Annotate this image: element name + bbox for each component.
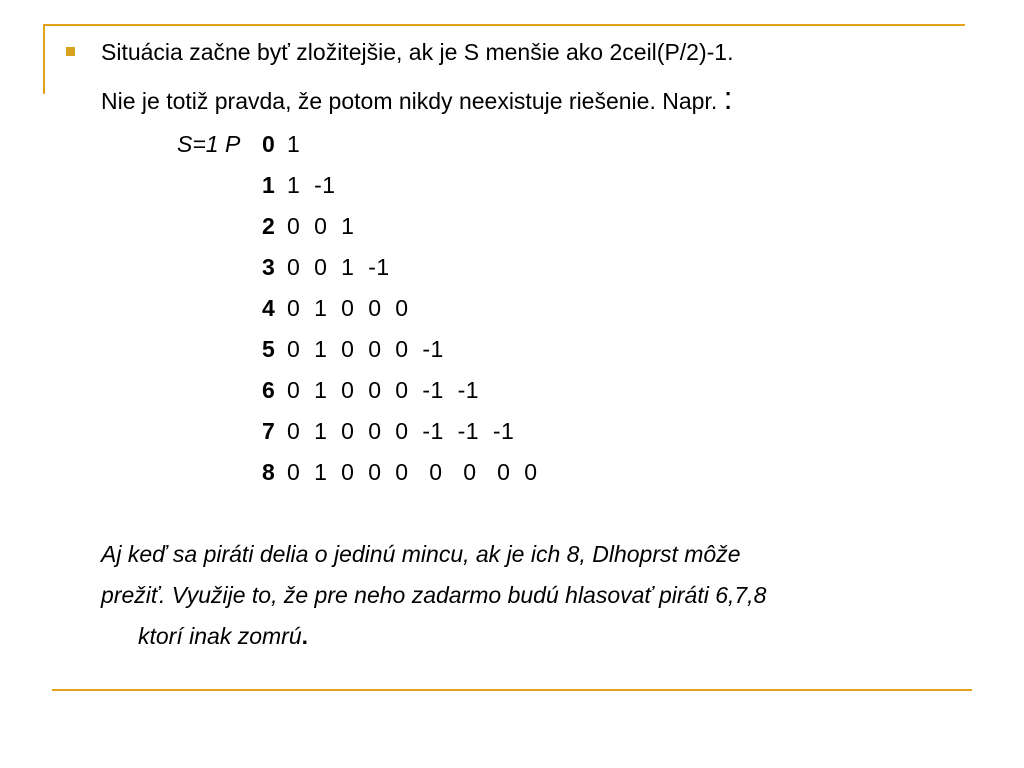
row-values: 1 -1 [287,172,336,198]
row-values: 0 0 1 -1 [287,254,390,280]
note-line-3-text: ktorí inak zomrú [138,623,302,649]
row-number: 3 [262,254,275,280]
bullet-square-icon [66,47,75,56]
row-values: 0 1 0 0 0 [287,295,409,321]
note-line-2: prežiť. Využije to, že pre neho zadarmo budú hlasovať piráti 6,7,8 [101,582,767,608]
row-number: 5 [262,336,275,362]
table-row [262,334,444,364]
sp-label: S=1 P [177,131,241,157]
frame-left-rule [43,24,45,94]
frame-bottom-rule [52,689,972,691]
line-2-colon: : [723,80,733,116]
table-row [262,211,354,241]
row-number: 6 [262,377,275,403]
note-line-3-period: . [301,623,308,649]
row-values: 0 1 0 0 0 -1 -1 [287,377,480,403]
row-values: 0 0 1 [287,213,355,239]
table-row [262,170,336,200]
bullet-text-line-2 [101,80,733,116]
note-line-3 [138,621,308,651]
table-row [262,375,479,405]
note-line-1: Aj keď sa piráti delia o jedinú mincu, ak je ich 8, Dlhoprst môže [101,541,741,567]
frame-top-rule [43,24,965,26]
bullet-text-line-1: Situácia začne byť zložitejšie, ak je S menšie ako 2ceil(P/2)-1. [101,39,734,65]
row-number: 7 [262,418,275,444]
row-values: 0 1 0 0 0 -1 [287,336,444,362]
table-row [262,293,409,323]
row-values: 1 [287,131,301,157]
row-number: 8 [262,459,275,485]
table-row [262,129,300,159]
row-number: 2 [262,213,275,239]
table-row [262,416,514,446]
row-values: 0 1 0 0 0 -1 -1 -1 [287,418,515,444]
table-row [262,457,538,487]
row-values: 0 1 0 0 0 0 0 0 0 [287,459,538,485]
line-2-text: Nie je totiž pravda, že potom nikdy neexistuje riešenie. Napr. [101,88,718,114]
row-number: 1 [262,172,275,198]
row-number: 0 [262,131,275,157]
table-row [262,252,390,282]
row-number: 4 [262,295,275,321]
